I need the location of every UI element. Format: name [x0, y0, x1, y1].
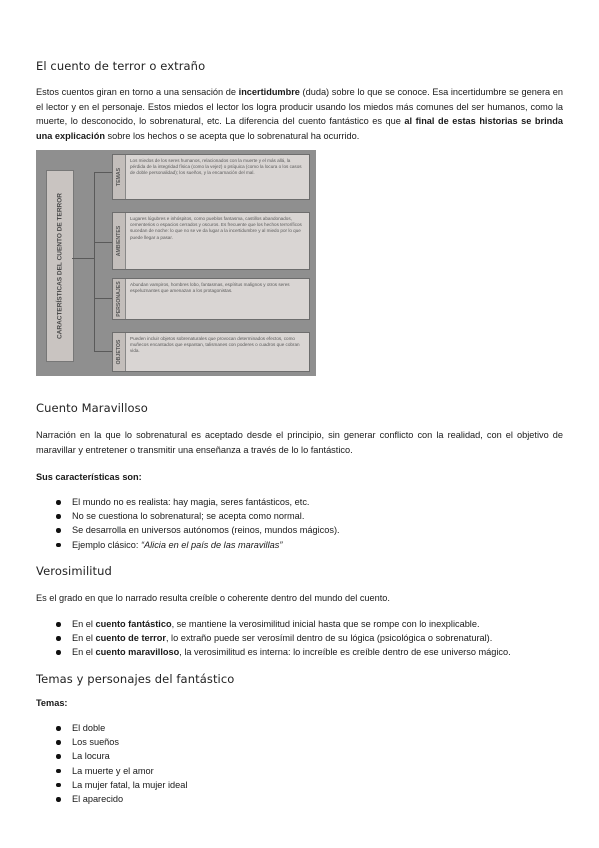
section-title-verosimilitud: Verosimilitud [36, 564, 112, 578]
section-title-temas: Temas y personajes del fantástico [36, 672, 235, 686]
list-item: Los sueños [36, 735, 563, 749]
figure-box-personajes: PERSONAJES Abundan vampiros, hombres lobo, fantasmas, espíritus malignos y otros seres espeluznantes que amenazan a los protagonistas. [112, 278, 310, 320]
figure-box-temas: TEMAS Los miedos de los seres humanos, relacionados con la muerte y el más allá, la pérdida de la integridad física (como la vejez) o psíquica (como la locura o los casos de doble personalidad); los sueños, y la encarnación del mal. [112, 154, 310, 200]
maravilloso-list [36, 495, 563, 552]
temas-list [36, 721, 563, 806]
figure-side-label: CARACTERÍSTICAS DEL CUENTO DE TERROR [46, 170, 74, 362]
list-item: En el cuento fantástico, se mantiene la verosimilitud inicial hasta que se rompe con lo inexplicable. [36, 617, 563, 631]
temas-subheading: Temas: [36, 698, 68, 708]
list-item: La locura [36, 749, 563, 763]
list-item: La mujer fatal, la mujer ideal [36, 778, 563, 792]
section-title-terror: El cuento de terror o extraño [36, 59, 206, 73]
maravilloso-subheading: Sus características son: [36, 472, 142, 482]
list-item: El mundo no es realista: hay magia, seres fantásticos, etc. [36, 495, 563, 509]
verosimilitud-list [36, 617, 563, 660]
list-item: En el cuento maravilloso, la verosimilitud es interna: lo increíble es creíble dentro de ese universo mágico. [36, 645, 563, 659]
figure-box-ambientes: AMBIENTES Lugares lúgubres e inhóspitos, como pueblos fantasma, castillos abandonados, cementerios o espacios cerrados y oscuros. Es frecuente que los hechos terroríficos sucedan de noche: lo que no se ve da lugar a la incertidumbre y al miedo por lo que puede llegar a pasar. [112, 212, 310, 270]
list-item: El doble [36, 721, 563, 735]
maravilloso-paragraph: Narración en la que lo sobrenatural es aceptado desde el principio, sin generar conflicto con la realidad, con el objetivo de maravillar y entretener o transmitir una enseñanza a través de lo lo fantástico. [36, 430, 563, 455]
list-item: Se desarrolla en universos autónomos (reinos, mundos mágicos). [36, 523, 563, 537]
list-item: Ejemplo clásico: “Alicia en el país de las maravillas” [36, 538, 563, 552]
verosimilitud-paragraph: Es el grado en que lo narrado resulta creíble o coherente dentro del mundo del cuento. [36, 593, 390, 603]
list-item: El aparecido [36, 792, 563, 806]
bold-explicacion: al final de estas historias se brinda una explicación [36, 116, 564, 141]
terror-characteristics-photo [36, 150, 316, 376]
terror-paragraph: Estos cuentos giran en torno a una sensación de incertidumbre (duda) sobre lo que se conoce. Esa incertidumbre se genera en el lector y en el personaje. Estos miedos el lector los logra producir usando los miedos más comunes del ser humanos, como la muerte, lo desconocido, lo sobrenatural, etc. La diferencia del cuento fantástico es que al final de estas historias se brinda una explicación sobre los hechos o se acepta que lo sobrenatural ha ocurrido. [36, 87, 564, 141]
list-item: La muerte y el amor [36, 764, 563, 778]
list-item: No se cuestiona lo sobrenatural; se acepta como normal. [36, 509, 563, 523]
section-title-maravilloso: Cuento Maravilloso [36, 401, 148, 415]
bold-incertidumbre: incertidumbre [238, 87, 300, 97]
list-item: En el cuento de terror, lo extraño puede ser verosímil dentro de su lógica (psicológica o sobrenatural). [36, 631, 563, 645]
figure-box-objetos: OBJETOS Pueden incluir objetos sobrenaturales que provocan determinados efectos, como muñecos encantados que espantan, talismanes con poderes o cuadros que cobran vida. [112, 332, 310, 372]
